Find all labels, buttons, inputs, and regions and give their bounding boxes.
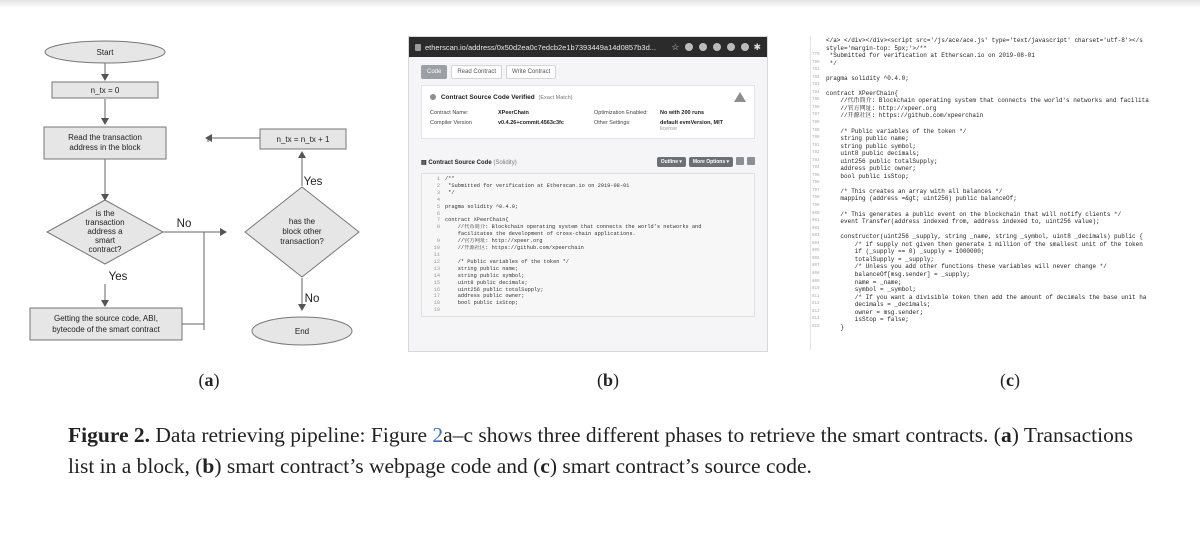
code-text: isStop = false;: [826, 316, 909, 324]
decision1-line-3: address a: [87, 227, 123, 236]
code-line: [811, 271, 1173, 279]
fullscreen-icon[interactable]: [747, 157, 755, 165]
code-line: [422, 273, 754, 280]
code-text: //代币简介: Blockchain operating system that connects the world's networks and facilita: [826, 97, 1149, 105]
line-number: 14: [433, 272, 440, 279]
code-text: //官方网址: http://xpeer.org: [445, 238, 543, 245]
code-text: if (_supply == 0) _supply = 1000000;: [826, 248, 985, 256]
etherscan-panel: [408, 36, 768, 352]
line-number: [811, 37, 826, 45]
line-number: 806: [812, 256, 820, 261]
code-line: [811, 120, 1173, 128]
line-number: 803: [812, 234, 820, 239]
line-number: [811, 45, 826, 53]
decision1-line-2: transaction: [85, 218, 125, 227]
code-line: [811, 128, 1173, 136]
contract-name-label: Contract Name:: [430, 110, 469, 116]
line-number: 805: [812, 249, 820, 254]
line-number: [422, 231, 445, 238]
code-line: [422, 238, 754, 245]
contract-info-card: [421, 85, 755, 139]
line-number: 784: [812, 90, 820, 95]
yes-label-1: Yes: [108, 271, 128, 283]
line-number: 801: [812, 219, 820, 224]
line-number: 815: [812, 324, 820, 329]
line-number: 785: [812, 98, 820, 103]
yes-label-2: Yes: [303, 176, 323, 188]
line-number: 812: [812, 302, 820, 307]
code-line: [811, 173, 1173, 181]
sublabel-b: (b): [596, 370, 619, 390]
code-line: [422, 293, 754, 300]
code-line: [422, 307, 754, 314]
code-text: /* This creates an array with all balances */: [826, 187, 1003, 195]
code-text: /**: [445, 176, 455, 182]
line-number: 799: [812, 204, 820, 209]
code-line: [422, 204, 754, 211]
more-options-button[interactable]: More Options ▾: [689, 157, 733, 167]
code-line: [811, 195, 1173, 203]
code-line: [811, 150, 1173, 158]
line-number: 13: [433, 265, 440, 272]
code-line: [811, 37, 1173, 45]
lock-icon: [415, 44, 421, 51]
figure-caption: Figure 2. Data retrieving pipeline: Figure 2a–c shows three different phases to retrieve the smart contracts. (a) Transactions list in a block, (b) smart contract’s webpage code and (c) smart contract’s source code.: [68, 423, 1133, 478]
code-text: string public name;: [445, 265, 519, 272]
line-number: 789: [812, 128, 820, 133]
code-text: //代币简介: Blockchain operating system that connects the world's networks and: [445, 224, 702, 231]
warning-icon[interactable]: [734, 92, 746, 102]
code-text: *Submitted for verification at Etherscan.io on 2019-08-01: [826, 52, 1035, 60]
code-line: [811, 226, 1173, 234]
line-number: 797: [812, 188, 820, 193]
line-number: 782: [812, 75, 820, 80]
line-number: 790: [812, 136, 820, 141]
code-text: pragma solidity ^0.4.0;: [445, 203, 519, 210]
code-line: [811, 82, 1173, 90]
document-icon: ▤: [421, 159, 427, 166]
code-text: bool public isStop;: [445, 300, 519, 307]
code-text: contract XPeerChain{: [445, 217, 509, 224]
tab-write-contract[interactable]: Write Contract: [506, 65, 556, 79]
extension-icon[interactable]: [713, 43, 721, 51]
browser-url[interactable]: etherscan.io/address/0x50d2ea0c7edcb2e1b7393449a14d0857b3d...: [425, 42, 657, 52]
decision1-line-1: is the: [95, 209, 115, 218]
code-text: mapping (address =&gt; uint256) public balanceOf;: [826, 195, 1017, 203]
code-text: bool public isStop;: [826, 172, 909, 180]
code-line: [811, 67, 1173, 75]
decision1-line-5: contract?: [88, 245, 122, 254]
code-text: constructor(uint256 _supply, string _name, string _symbol, uint8 _decimals) public {: [826, 233, 1143, 241]
code-text: facilitates the development of cross-chain applications.: [445, 231, 636, 238]
tab-read-contract[interactable]: Read Contract: [451, 65, 502, 79]
code-line: [811, 135, 1173, 143]
line-number: 791: [812, 143, 820, 148]
code-line: [811, 203, 1173, 211]
code-line: [811, 248, 1173, 256]
code-line: [811, 97, 1173, 105]
source-subtitle: (Solidity): [493, 159, 517, 166]
code-text: /* if supply not given then generate 1 million of the smallest unit of the token: [826, 240, 1143, 248]
code-text: //开源社区: https://github.com/xpeerchain: [445, 245, 584, 252]
code-line: [811, 90, 1173, 98]
code-text: event Transfer(address indexed from, address indexed to, uint256 value);: [826, 218, 1100, 226]
caption-figure-label: Figure 2.: [68, 423, 151, 447]
code-text: uint8 public decimals;: [826, 150, 920, 158]
code-text: name = _name;: [826, 278, 902, 286]
code-text: string public symbol;: [826, 142, 917, 150]
code-text: owner = msg.sender;: [826, 308, 924, 316]
raw-source-panel: [810, 36, 1173, 350]
code-text: address public owner;: [445, 293, 525, 300]
code-text: uint256 public totalSupply;: [445, 286, 544, 293]
line-number: 2: [436, 182, 440, 189]
other-settings-sub: license: [660, 126, 678, 132]
decision2-line-1: has the: [288, 217, 316, 226]
line-number: 809: [812, 279, 820, 284]
code-line: [811, 263, 1173, 271]
verified-title: Contract Source Code Verified: [440, 93, 535, 101]
line-number: 3: [436, 189, 440, 196]
line-number: 10: [433, 245, 440, 252]
sublabel-c: (c): [1000, 370, 1020, 390]
verified-subtitle: (Exact Match): [538, 94, 573, 101]
other-settings-value: default evmVersion, MIT license: [660, 120, 746, 132]
page-body: [409, 57, 767, 351]
puzzle-icon[interactable]: ✱: [753, 41, 761, 52]
outline-button[interactable]: Outline ▾: [657, 157, 686, 167]
code-line: [422, 197, 754, 204]
line-number: 4: [436, 196, 440, 203]
code-text: uint8 public decimals;: [445, 279, 528, 286]
extension-icon[interactable]: [727, 43, 735, 51]
code-line: [811, 309, 1173, 317]
line-number: 15: [433, 279, 440, 286]
extension-icon[interactable]: [699, 43, 707, 51]
code-text: /* If you want a divisible token then add the amount of decimals the base unit ha: [826, 293, 1147, 301]
code-text: */: [826, 59, 837, 67]
code-text: }: [826, 323, 845, 331]
code-text: uint256 public totalSupply;: [826, 157, 938, 165]
code-line: [811, 180, 1173, 188]
code-line: [811, 316, 1173, 324]
code-line: [811, 324, 1173, 332]
code-text: /* Public variables of the token */: [826, 127, 967, 135]
other-settings-label: Other Settings:: [594, 120, 631, 126]
code-line: [422, 224, 754, 231]
flowchart-svg: [22, 36, 394, 352]
code-text: style='margin-top: 5px;'>/**: [826, 44, 927, 52]
read-label-2: address in the block: [69, 143, 141, 152]
code-line: [422, 217, 754, 224]
code-line: [811, 143, 1173, 151]
no-label-2: No: [304, 293, 320, 305]
code-line: [422, 259, 754, 266]
get-label-2: bytecode of the smart contract: [52, 325, 160, 334]
line-number: 787: [812, 113, 820, 118]
code-text: decimals = _decimals;: [826, 301, 931, 309]
line-number: 802: [812, 226, 820, 231]
code-line: [422, 176, 754, 183]
code-text: */: [445, 189, 455, 196]
code-line: [811, 105, 1173, 113]
code-text: pragma solidity ^0.4.0;: [826, 74, 909, 82]
init-label: n_tx = 0: [90, 86, 120, 95]
code-line: [422, 245, 754, 252]
line-number: 786: [812, 105, 820, 110]
code-line: [811, 158, 1173, 166]
decision2-line-3: transaction?: [280, 237, 324, 246]
bookmark-star-icon[interactable]: ☆: [671, 41, 680, 52]
code-line: [811, 218, 1173, 226]
code-line: [811, 112, 1173, 120]
code-text: symbol = _symbol;: [826, 286, 917, 294]
source-code-editor[interactable]: [421, 173, 755, 317]
sublabel-a: (a): [198, 370, 220, 390]
optimization-label: Optimization Enabled:: [594, 110, 648, 116]
contract-name-value: XPeerChain: [498, 110, 529, 116]
line-number: 17: [433, 293, 440, 300]
code-line: [811, 301, 1173, 309]
line-number: 813: [812, 309, 820, 314]
code-line: [811, 165, 1173, 173]
line-number: 796: [812, 181, 820, 186]
code-line: [422, 252, 754, 259]
code-line: [811, 233, 1173, 241]
code-line: [811, 211, 1173, 219]
browser-address-bar[interactable]: [409, 37, 767, 57]
line-number: 811: [812, 294, 820, 299]
code-text: /* Unless you add other functions these variables will never change */: [826, 263, 1107, 271]
code-line: [422, 190, 754, 197]
code-text: totalSupply = _supply;: [826, 255, 935, 263]
no-label-1: No: [176, 218, 192, 230]
line-number: 19: [433, 307, 440, 314]
copy-icon[interactable]: [736, 157, 744, 165]
line-number: 6: [436, 210, 440, 217]
extension-icon[interactable]: [685, 43, 693, 51]
raw-source-code: [811, 36, 1173, 331]
line-number: 795: [812, 173, 820, 178]
line-number: 9: [436, 238, 440, 245]
code-line: [422, 231, 754, 238]
line-number: 5: [436, 203, 440, 210]
code-line: [811, 52, 1173, 60]
increment-label: n_tx = n_tx + 1: [276, 135, 330, 144]
get-source-node: [30, 308, 182, 340]
code-line: [422, 287, 754, 294]
code-line: [811, 279, 1173, 287]
line-number: 800: [812, 211, 820, 216]
code-line: [811, 286, 1173, 294]
contract-tabs: [421, 65, 755, 79]
code-text: </a> </div></div><script src='/js/ace/ace.js' type='text/javascript' charset='utf-8'></s: [826, 37, 1143, 44]
caption-figure-link[interactable]: 2: [432, 423, 444, 447]
line-number: 11: [433, 251, 440, 258]
line-number: 804: [812, 241, 820, 246]
line-number: 793: [812, 158, 820, 163]
code-text: string public symbol;: [445, 272, 525, 279]
line-number: 810: [812, 287, 820, 292]
read-label-1: Read the transaction: [68, 133, 142, 142]
line-number: 12: [433, 258, 440, 265]
source-title: Contract Source Code: [428, 159, 492, 166]
line-number: 814: [812, 317, 820, 322]
line-number: 779: [812, 53, 820, 58]
code-line: [422, 211, 754, 218]
code-line: [811, 294, 1173, 302]
line-number: 794: [812, 166, 820, 171]
code-line: [422, 266, 754, 273]
source-header: [421, 157, 755, 167]
code-line: [811, 75, 1173, 83]
compiler-value: v0.4.26+commit.4563c3fc: [498, 120, 564, 126]
top-edge-strip: [0, 0, 1200, 8]
decision2-line-2: block other: [282, 227, 322, 236]
extension-icon[interactable]: [741, 43, 749, 51]
line-number: 808: [812, 271, 820, 276]
verified-header: [430, 92, 746, 102]
code-text: *Submitted for verification at Etherscan.io on 2019-08-01: [445, 182, 630, 189]
code-text: contract XPeerChain{: [826, 89, 899, 97]
code-text: //官方网址: http://xpeer.org: [826, 104, 937, 112]
line-number: 798: [812, 196, 820, 201]
compiler-label: Compiler Version: [430, 120, 472, 126]
code-text: address public owner;: [826, 165, 917, 173]
code-text: string public name;: [826, 135, 909, 143]
code-line: [811, 188, 1173, 196]
decision1-line-4: smart: [95, 236, 115, 245]
optimization-value: No with 200 runs: [660, 110, 705, 116]
check-circle-icon: [430, 94, 436, 100]
line-number: 788: [812, 121, 820, 126]
code-line: [811, 256, 1173, 264]
line-number: 781: [812, 68, 820, 73]
code-line: [422, 280, 754, 287]
line-number: 780: [812, 60, 820, 65]
code-text: /* Public variables of the token */: [445, 258, 569, 265]
code-line: [422, 300, 754, 307]
line-number: 783: [812, 83, 820, 88]
code-line: [811, 241, 1173, 249]
contract-details: [430, 110, 746, 132]
code-text: /* This generates a public event on the blockchain that will notify clients */: [826, 210, 1122, 218]
code-line: [811, 60, 1173, 68]
tab-code[interactable]: Code: [421, 65, 447, 79]
code-line: [811, 45, 1173, 53]
line-number: 16: [433, 286, 440, 293]
line-number: 18: [433, 300, 440, 307]
line-number: 7: [436, 217, 440, 224]
line-number: 792: [812, 151, 820, 156]
line-number: 8: [436, 224, 440, 231]
get-label-1: Getting the source code, ABI,: [53, 314, 159, 323]
line-number: 1: [436, 176, 440, 182]
code-text: //开源社区: https://github.com/xpeerchain: [826, 112, 984, 120]
start-label: Start: [96, 48, 114, 57]
line-number: 807: [812, 264, 820, 269]
code-text: balanceOf[msg.sender] = _supply;: [826, 270, 971, 278]
end-label: End: [294, 327, 310, 336]
code-line: [422, 183, 754, 190]
flowchart-panel: [22, 36, 394, 352]
